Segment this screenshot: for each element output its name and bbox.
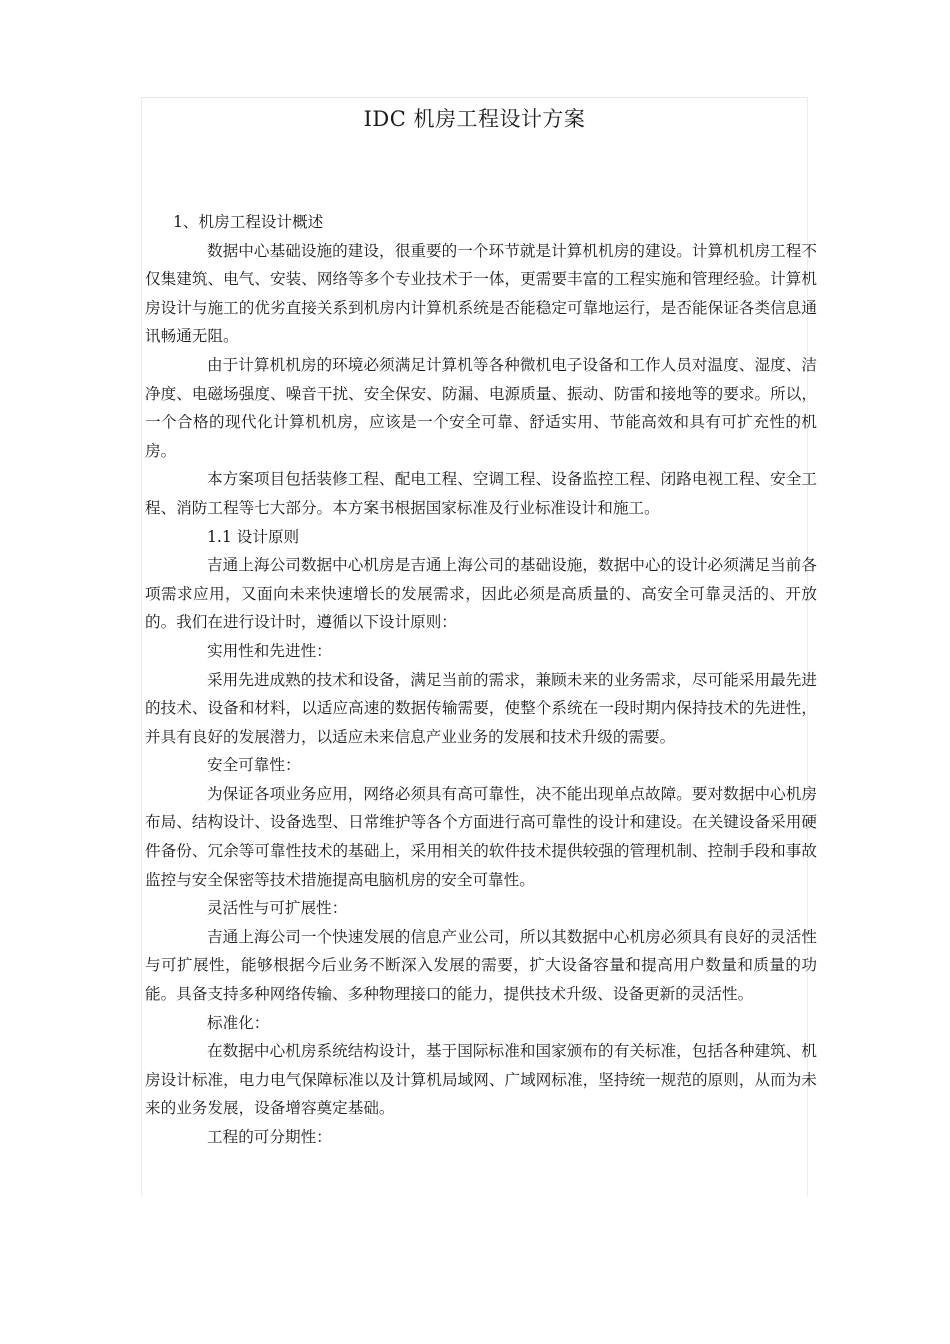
principle-label-standardization: 标准化： bbox=[207, 1013, 270, 1032]
paragraph-flexibility: 吉通上海公司一个快速发展的信息产业公司，所以其数据中心机房必须具有良好的灵活性与可扩展性，能够根据今后业务不断深入发展的需要，扩大设备容量和提高用户数量和质量的功能。具备支持多种网络传输、多种物理接口的能力，提供技术升级、设备更新的灵活性。 bbox=[145, 927, 817, 1004]
paragraph-design-principles: 吉通上海公司数据中心机房是吉通上海公司的基础设施，数据中心的设计必须满足当前各项需求应用，又面向未来快速增长的发展需求，因此必须是高质量的、高安全可靠灵活的、开放的。我们在进行设计时，遵循以下设计原则： bbox=[145, 556, 817, 632]
principle-label-reliability: 安全可靠性： bbox=[207, 756, 301, 775]
section-heading-1-1: 1.1 设计原则 bbox=[207, 527, 300, 546]
paragraph-reliability: 为保证各项业务应用，网络必须具有高可靠性，决不能出现单点故障。要对数据中心机房布局、结构设计、设备选型、日常维护等各个方面进行高可靠性的设计和建设。在关键设备采用硬件备份、冗余等可靠性技术的基础上，采用相关的软件技术提供较强的管理机制、控制手段和事故监控与安全保密等技术措施提高电脑机房的安全可靠性。 bbox=[145, 784, 817, 889]
section-heading-1: 1、机房工程设计概述 bbox=[173, 213, 324, 231]
document-body bbox=[145, 208, 817, 1152]
paragraph-overview-2: 由于计算机机房的环境必须满足计算机等各种微机电子设备和工作人员对温度、湿度、洁净度、电磁场强度、噪音干扰、安全保安、防漏、电源质量、振动、防雷和接地等的要求。所以，一个合格的现代化计算机机房，应该是一个安全可靠、舒适实用、节能高效和具有可扩充性的机房。 bbox=[145, 355, 817, 460]
paragraph-overview-1: 数据中心基础设施的建设，很重要的一个环节就是计算机机房的建设。计算机机房工程不仅集建筑、电气、安装、网络等多个专业技术于一体，更需要丰富的工程实施和管理经验。计算机房设计与施工的优劣直接关系到机房内计算机系统是否能稳定可靠地运行，是否能保证各类信息通讯畅通无阻。 bbox=[145, 241, 817, 346]
principle-label-flexibility: 灵活性与可扩展性： bbox=[207, 899, 348, 918]
principle-label-phasing: 工程的可分期性： bbox=[207, 1128, 332, 1146]
principle-label-practicality: 实用性和先进性： bbox=[207, 641, 332, 660]
paragraph-overview-3: 本方案项目包括装修工程、配电工程、空调工程、设备监控工程、闭路电视工程、安全工程、消防工程等七大部分。本方案书根据国家标准及行业标准设计和施工。 bbox=[145, 470, 817, 517]
paragraph-practicality: 采用先进成熟的技术和设备，满足当前的需求，兼顾未来的业务需求，尽可能采用最先进的技术、设备和材料，以适应高速的数据传输需要，使整个系统在一段时期内保持技术的先进性，并具有良好的发展潜力，以适应未来信息产业业务的发展和技术升级的需要。 bbox=[145, 670, 817, 746]
document-title: IDC 机房工程设计方案 bbox=[363, 107, 586, 131]
paragraph-standardization: 在数据中心机房系统结构设计，基于国际标准和国家颁布的有关标准，包括各种建筑、机房设计标准，电力电气保障标准以及计算机局域网、广域网标准，坚持统一规范的原则，从而为未来的业务发展，设备增容奠定基础。 bbox=[145, 1042, 817, 1118]
